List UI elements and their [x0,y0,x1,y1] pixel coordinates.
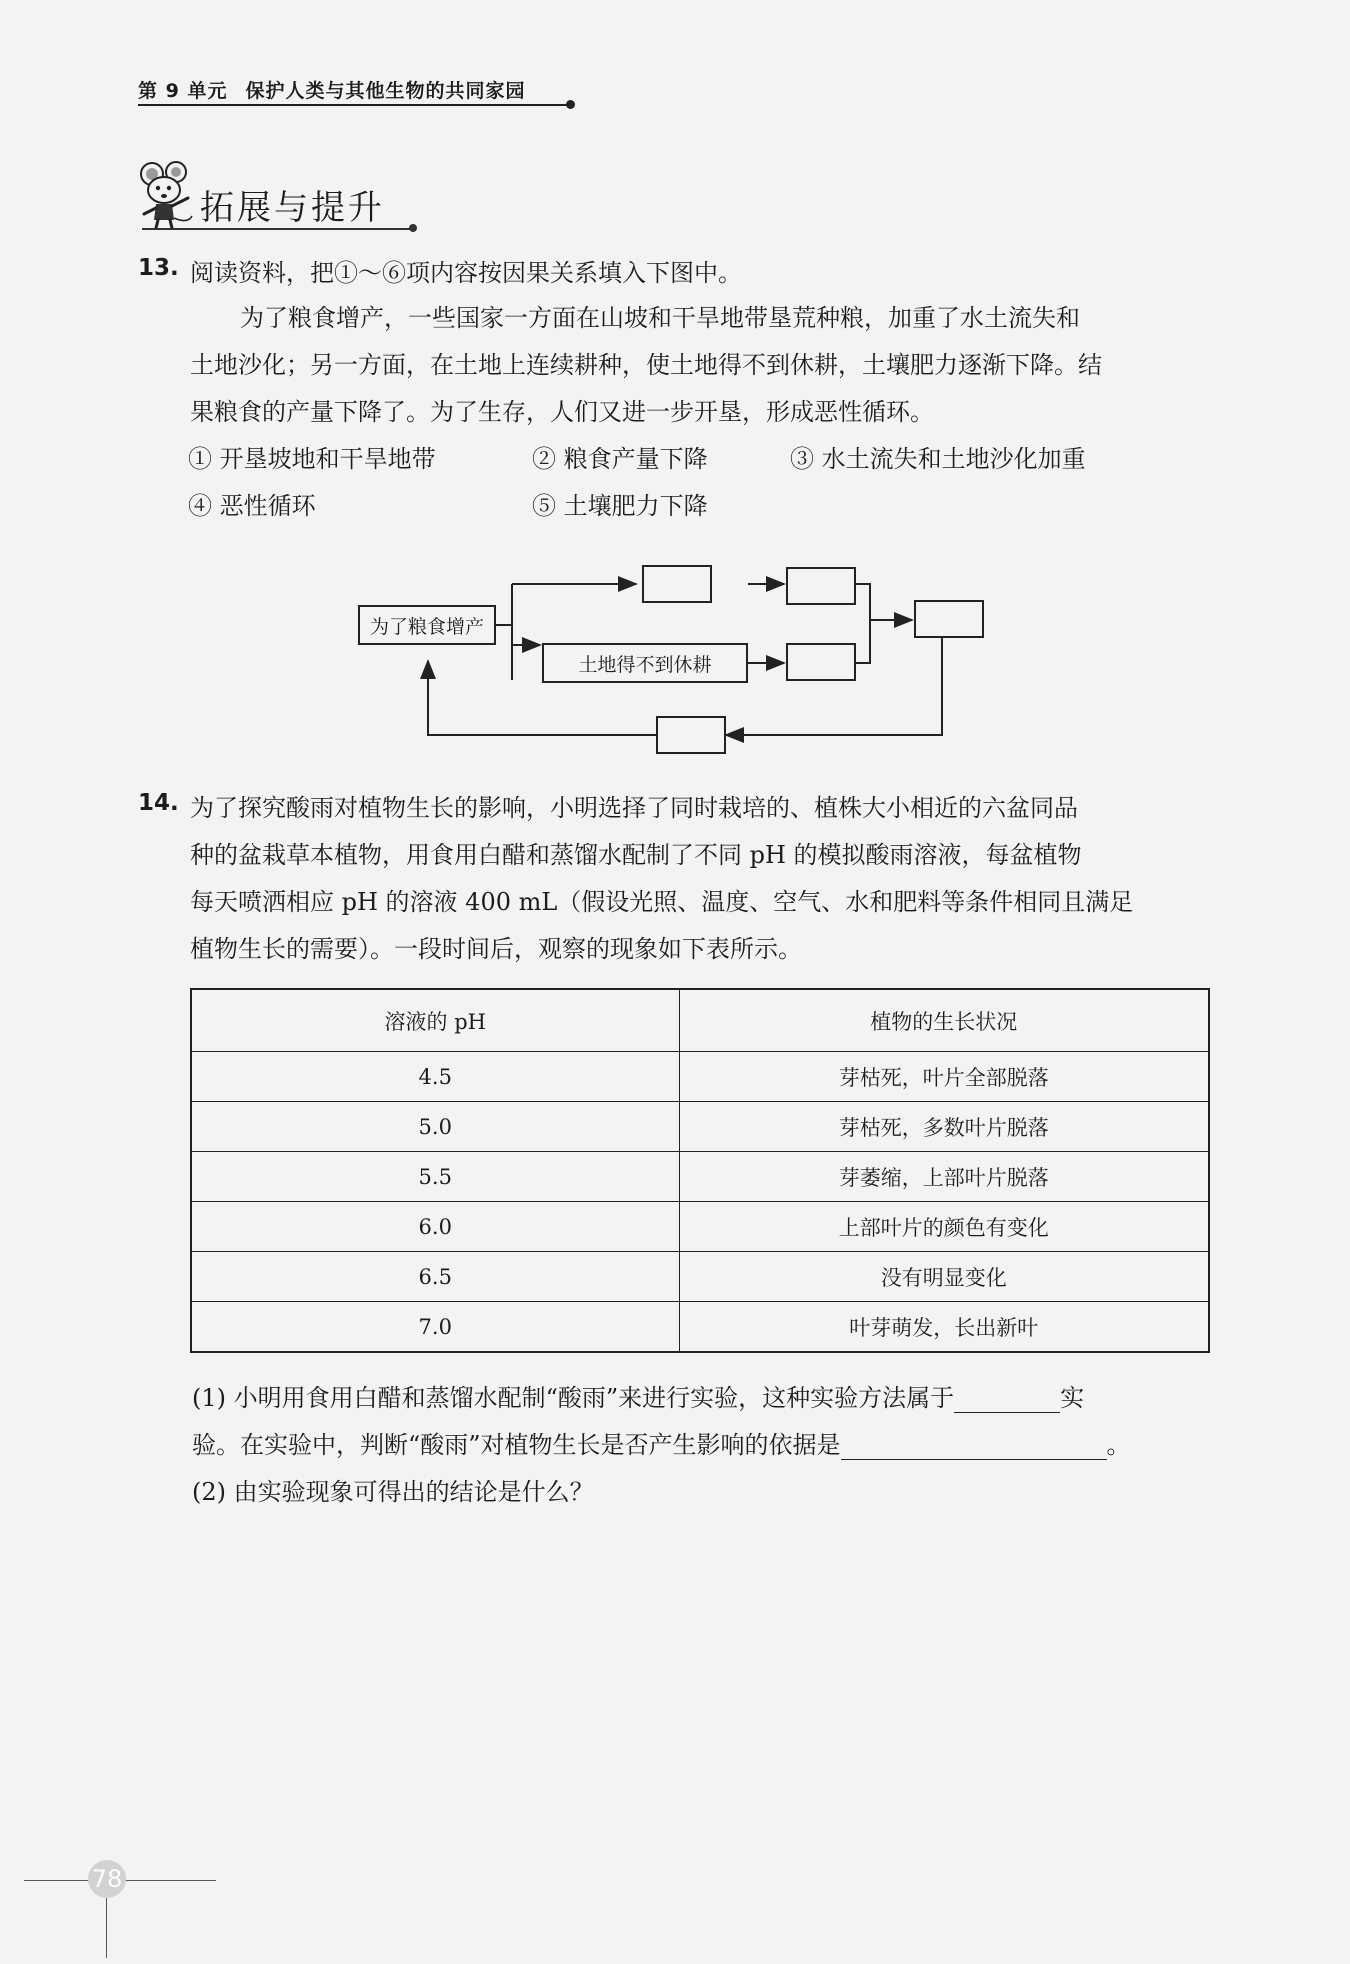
unit-number: 第 9 单元 [138,80,228,102]
table-row [191,1102,1209,1152]
question-14-number: 14. [138,790,179,816]
sub-question-1-line-2 [192,1425,1131,1460]
option-4: ④ 恶性循环 [188,492,316,520]
growth-cell: 芽萎缩，上部叶片脱落 [679,1152,1209,1202]
passage-line-3: 果粮食的产量下降了。为了生存，人们又进一步开垦，形成恶性循环。 [190,398,934,426]
growth-cell: 芽枯死，多数叶片脱落 [679,1102,1209,1152]
ph-cell: 5.0 [191,1102,679,1152]
unit-title: 保护人类与其他生物的共同家园 [245,80,526,102]
answer-blank-method[interactable] [954,1388,1060,1413]
column-header: 溶液的 pH [191,989,679,1052]
question-13-prompt: 阅读资料，把①～⑥项内容按因果关系填入下图中。 [190,259,742,287]
growth-cell: 芽枯死，叶片全部脱落 [679,1052,1209,1102]
growth-cell: 没有明显变化 [679,1252,1209,1302]
q14-line-2: 种的盆栽草本植物，用食用白醋和蒸馏水配制了不同 pH 的模拟酸雨溶液，每盆植物 [190,841,1082,869]
ph-cell: 7.0 [191,1302,679,1353]
option-5: ⑤ 土壤肥力下降 [532,492,708,520]
flowchart-blank-box[interactable] [656,716,726,754]
ph-cell: 6.0 [191,1202,679,1252]
sub-question-1-text: 实 [1060,1384,1085,1412]
passage-line-1: 为了粮食增产，一些国家一方面在山坡和干旱地带垦荒种粮，加重了水土流失和 [240,304,1080,332]
growth-cell: 上部叶片的颜色有变化 [679,1202,1209,1252]
table-row [191,1152,1209,1202]
observation-table [190,988,1210,1353]
page-number-vertical-rule [106,1898,107,1958]
ph-cell: 4.5 [191,1052,679,1102]
option-3: ③ 水土流失和土地沙化加重 [790,445,1086,473]
flowchart-blank-box[interactable] [914,600,984,638]
table-row [191,1252,1209,1302]
passage-line-2: 土地沙化；另一方面，在土地上连续耕种，使土地得不到休耕，土壤肥力逐渐下降。结 [190,351,1102,379]
sub-question-1-text: 验。在实验中，判断“酸雨”对植物生长是否产生影响的依据是 [192,1431,841,1459]
q14-line-3: 每天喷洒相应 pH 的溶液 400 mL（假设光照、温度、空气、水和肥料等条件相同且满足 [190,888,1134,916]
option-1: ① 开垦坡地和干旱地带 [188,445,436,473]
flowchart-blank-box[interactable] [642,565,712,603]
sub-question-1-text: (1) 小明用食用白醋和蒸馏水配制“酸雨”来进行实验，这种实验方法属于 [192,1384,955,1412]
question-13-number: 13. [138,255,179,281]
answer-blank-basis[interactable] [841,1435,1107,1460]
table-row [191,1202,1209,1252]
growth-cell: 叶芽萌发，长出新叶 [679,1302,1209,1353]
flowchart-blank-box[interactable] [786,567,856,605]
section-title: 拓展与提升 [200,188,385,228]
sub-question-1-line-1 [192,1378,1084,1413]
ph-cell: 5.5 [191,1152,679,1202]
option-2: ② 粮食产量下降 [532,445,708,473]
flowchart-start-box: 为了粮食增产 [358,605,496,645]
flowchart-blank-box[interactable] [786,643,856,681]
sub-question-1-text: 。 [1106,1431,1131,1459]
q14-line-1: 为了探究酸雨对植物生长的影响，小明选择了同时栽培的、植株大小相近的六盆同品 [190,794,1078,822]
table-row [191,1302,1209,1353]
column-header: 植物的生长状况 [679,989,1209,1052]
ph-cell: 6.5 [191,1252,679,1302]
q14-line-4: 植物生长的需要）。一段时间后，观察的现象如下表所示。 [190,935,802,963]
flowchart-middle-box: 土地得不到休耕 [542,643,748,683]
sub-question-2: (2) 由实验现象可得出的结论是什么？ [192,1478,594,1506]
table-row [191,1052,1209,1102]
table-header-row [191,989,1209,1052]
page-number: 78 [88,1860,126,1898]
